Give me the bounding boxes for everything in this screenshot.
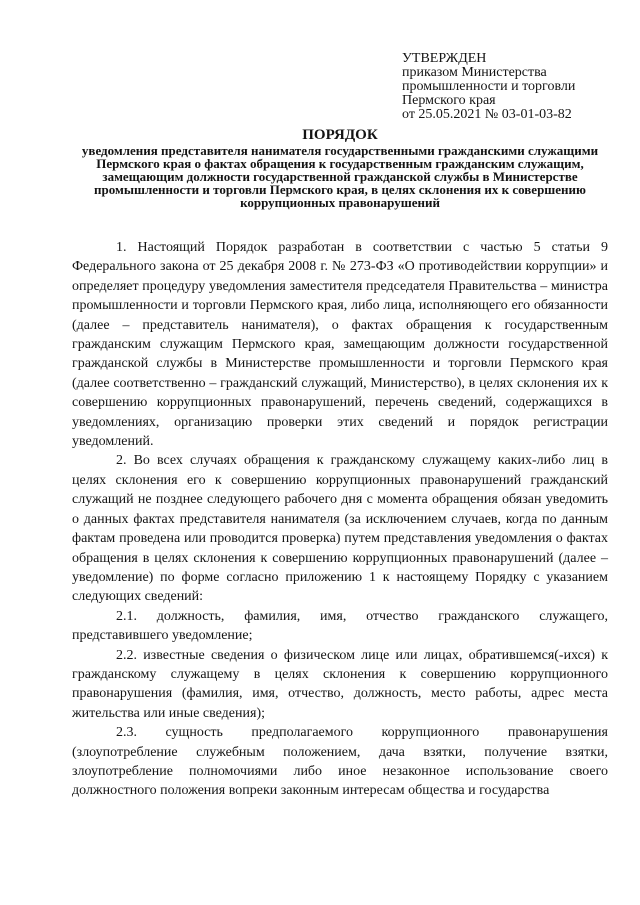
paragraph: 2.1. должность, фамилия, имя, отчество гражданского служащего, представившего уведомление; — [72, 608, 608, 644]
approval-stamp — [402, 52, 622, 122]
paragraph: 2.3. сущность предполагаемого коррупционного правонарушения (злоупотребление служебным положением, дача взятки, получение взятки, злоупотребление полномочиями либо иное незаконное использование своего должностного положения вопреки законным интересам общества и государства — [72, 725, 608, 799]
approval-line: промышленности и торговли — [402, 79, 576, 94]
approval-line: УТВЕРЖДЕН — [402, 51, 487, 66]
paragraph: 1. Настоящий Порядок разработан в соответствии с частью 5 статьи 9 Федерального закона от 25 декабря 2008 г. № 273-ФЗ «О противодействии коррупции» и определяет процедуру уведомления заместителя председателя Правительства – министра промышленности и торговли Пермского края, либо лица, исполняющего его обязанности (далее – представитель нанимателя), о фактах обращения к государственным гражданским служащим Пермского края, замещающим должности государственной гражданской службы в Министерстве промышленности и торговли Пермского края (далее соответственно – гражданский служащий, Министерство), в целях склонения их к совершению коррупционных правонарушений, перечень сведений, содержащихся в уведомлениях, организацию проверки этих сведений и порядок регистрации уведомлений. — [72, 240, 608, 450]
document-body — [72, 238, 608, 801]
paragraph: 2.2. известные сведения о физическом лице или лицах, обратившемся(-ихся) к гражданскому служащему в целях склонения к совершению коррупционного правонарушения (фамилия, имя, отчество, должность, место работы, адрес места жительства или иные сведения); — [72, 647, 608, 721]
document-subtitle: уведомления представителя нанимателя государственными гражданскими служащими Пермского края о фактах обращения к государственным гражданским служащим, замещающим должности государственной гражданской службы в Министерстве промышленности и торговли Пермского края, в целях склонения их к совершению коррупционных правонарушений — [81, 143, 599, 210]
document-heading: ПОРЯДОК — [302, 127, 378, 143]
approval-line: Пермского края — [402, 93, 496, 108]
document-title — [72, 128, 608, 209]
approval-line: приказом Министерства — [402, 65, 547, 80]
approval-line: от 25.05.2021 № 03-01-03-82 — [402, 107, 572, 122]
paragraph: 2. Во всех случаях обращения к гражданскому служащему каких-либо лиц в целях склонения его к совершению коррупционных правонарушений гражданский служащий не позднее следующего рабочего дня с момента обращения обязан уведомить о данных фактах представителя нанимателя (за исключением случаев, когда по данным фактам проведена или проводится проверка) путем представления уведомления о фактах обращения в целях склонения к совершению коррупционных правонарушений (далее – уведомление) по форме согласно приложению 1 к настоящему Порядку с указанием следующих сведений: — [72, 453, 608, 605]
